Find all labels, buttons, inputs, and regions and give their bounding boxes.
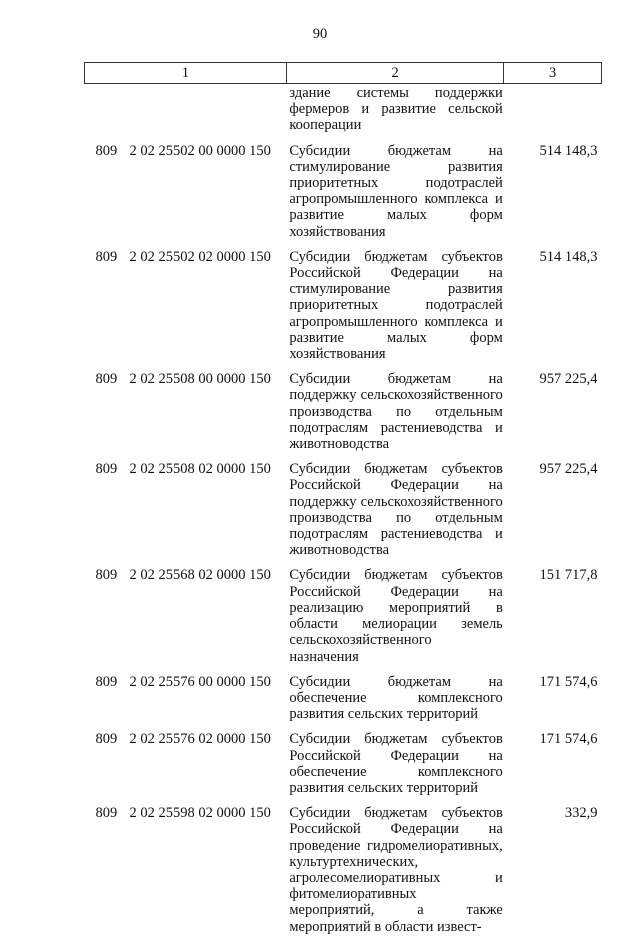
classification-code: 2 02 25508 00 0000 150	[129, 371, 271, 388]
admin-code: 809	[95, 673, 118, 690]
column-header-amount: 3	[504, 63, 602, 84]
budget-code	[85, 562, 287, 668]
budget-code	[85, 669, 287, 727]
table-row	[85, 456, 602, 562]
row-amount: 514 148,3	[539, 142, 598, 159]
column-header-code: 1	[85, 63, 287, 84]
classification-code: 2 02 25598 02 0000 150	[129, 805, 271, 822]
table-row	[85, 244, 602, 366]
budget-code	[85, 366, 287, 456]
table-row	[85, 138, 602, 244]
row-description: Субсидии бюджетам субъектов Российской Федерации на обеспечение комплексного развития сельских территорий	[289, 731, 503, 796]
column-header-description: 2	[286, 63, 503, 84]
admin-code: 809	[95, 142, 118, 159]
table-row-continuation	[85, 84, 602, 138]
row-amount: 957 225,4	[539, 371, 598, 388]
budget-code	[85, 726, 287, 800]
classification-code: 2 02 25508 02 0000 150	[129, 461, 271, 478]
budget-code	[85, 800, 287, 939]
admin-code: 809	[95, 567, 118, 584]
row-amount: 957 225,4	[539, 461, 598, 478]
row-amount: 171 574,6	[539, 731, 598, 748]
row-description: Субсидии бюджетам субъектов Российской Федерации на стимулирование развития приоритетных подотраслей агропромышленного комплекса и развитие малых форм хозяйствования	[289, 248, 503, 363]
row-description: Субсидии бюджетам на поддержку сельскохозяйственного производства по отдельным подотраслям растениеводства и животноводства	[289, 371, 503, 453]
admin-code: 809	[95, 805, 118, 822]
table-row	[85, 366, 602, 456]
classification-code: 2 02 25576 02 0000 150	[129, 731, 271, 748]
admin-code: 809	[95, 371, 118, 388]
admin-code: 809	[95, 731, 118, 748]
row-amount: 171 574,6	[539, 673, 598, 690]
classification-code: 2 02 25502 02 0000 150	[129, 248, 271, 265]
row-description: Субсидии бюджетам на стимулирование развития приоритетных подотраслей агропромышленного комплекса и развитие малых форм хозяйствования	[289, 142, 503, 240]
admin-code: 809	[95, 461, 118, 478]
classification-code: 2 02 25502 00 0000 150	[129, 142, 271, 159]
budget-revenue-table	[84, 62, 602, 939]
row-description: Субсидии бюджетам субъектов Российской Федерации на проведение гидромелиоративных, культуртехнических, агролесомелиоративных и фитомелиоративных мероприятий, а также мероприятий в области извест-	[289, 805, 503, 935]
table-row	[85, 726, 602, 800]
classification-code: 2 02 25568 02 0000 150	[129, 567, 271, 584]
budget-code	[85, 138, 287, 244]
row-amount: 514 148,3	[539, 248, 598, 265]
budget-code	[85, 456, 287, 562]
table-header-row	[85, 63, 602, 84]
page-number: 90	[312, 26, 328, 42]
budget-code	[85, 244, 287, 366]
row-description: Субсидии бюджетам субъектов Российской Федерации на реализацию мероприятий в области мелиорации земель сельскохозяйственного назначения	[289, 567, 503, 665]
row-amount: 151 717,8	[539, 567, 598, 584]
classification-code: 2 02 25576 00 0000 150	[129, 673, 271, 690]
table-row	[85, 562, 602, 668]
row-description: Субсидии бюджетам на обеспечение комплексного развития сельских территорий	[289, 673, 503, 723]
row-amount: 332,9	[564, 805, 598, 822]
continuation-description: здание системы поддержки фермеров и развитие сельской кооперации	[289, 85, 503, 134]
table-row	[85, 800, 602, 939]
admin-code: 809	[95, 248, 118, 265]
row-description: Субсидии бюджетам субъектов Российской Федерации на поддержку сельскохозяйственного производства по отдельным подотраслям растениеводства и животноводства	[289, 461, 503, 559]
table-row	[85, 669, 602, 727]
